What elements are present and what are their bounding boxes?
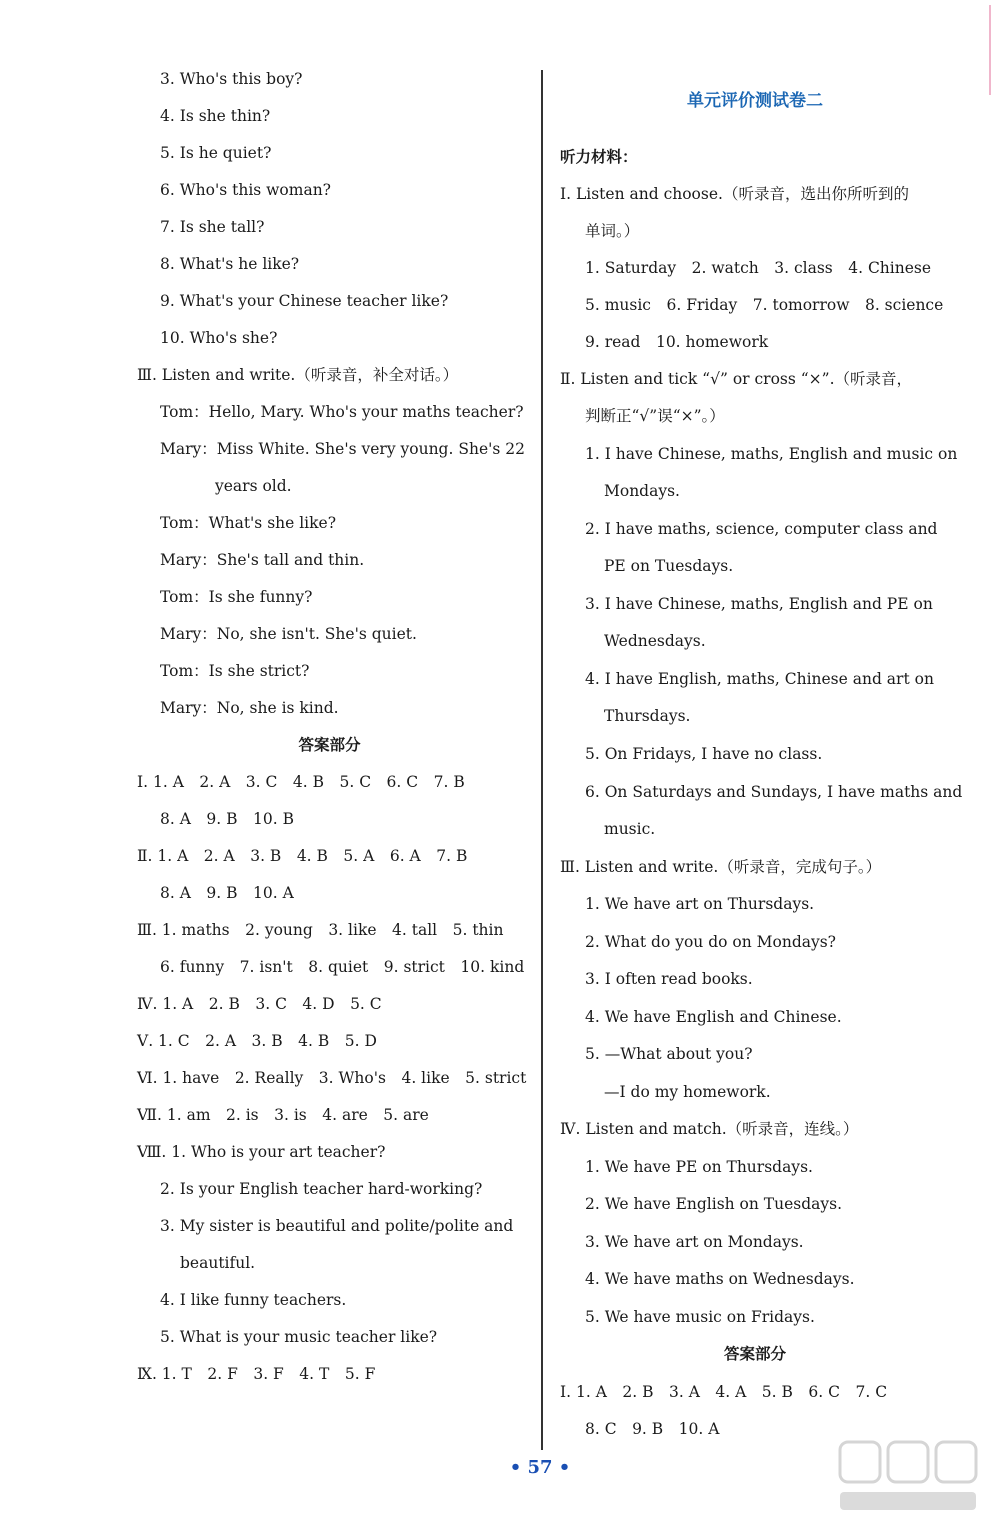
left-line: Ⅷ. 1. Who is your art teacher? — [137, 1143, 386, 1161]
left-line: Tom：What's she like? — [160, 514, 337, 532]
right-line: 1. We have art on Thursdays. — [585, 895, 815, 913]
left-line: 5. What is your music teacher like? — [160, 1328, 438, 1346]
right-line: 5. On Fridays, I have no class. — [585, 745, 823, 763]
right-line: 3. We have art on Mondays. — [585, 1233, 804, 1251]
right-line: Ⅰ. 1. A 2. B 3. A 4. A 5. B 6. C 7. C — [560, 1383, 888, 1401]
right-line: Ⅰ. Listen and choose.（听录音，选出你所听到的 — [560, 185, 909, 203]
left-line: Ⅶ. 1. am 2. is 3. is 4. are 5. are — [137, 1106, 429, 1124]
right-line: 2. We have English on Tuesdays. — [585, 1195, 843, 1213]
right-line: 2. What do you do on Mondays? — [585, 933, 836, 951]
right-line: 1. I have Chinese, maths, English and music on — [585, 445, 958, 463]
margin-mark — [989, 5, 991, 95]
left-line: 3. Who's this boy? — [160, 70, 303, 88]
section-title: 单元评价测试卷二 — [687, 91, 823, 111]
column-divider — [541, 70, 543, 1450]
left-line: 7. Is she tall? — [160, 218, 265, 236]
right-line: 听力材料： — [560, 147, 638, 166]
right-line: 9. read 10. homework — [585, 333, 769, 351]
right-line: 3. I have Chinese, maths, English and PE on — [585, 595, 933, 613]
right-line: PE on Tuesdays. — [604, 557, 734, 575]
left-line: 3. My sister is beautiful and polite/polite and — [160, 1217, 514, 1235]
page-number: • 57 • — [509, 1457, 571, 1478]
right-line: 4. We have English and Chinese. — [585, 1008, 842, 1026]
left-line: Mary：No, she isn't. She's quiet. — [160, 625, 417, 643]
left-line: Tom：Is she strict? — [160, 662, 310, 680]
right-line: Wednesdays. — [604, 632, 706, 650]
right-line: 2. I have maths, science, computer class and — [585, 520, 938, 538]
right-line: music. — [604, 820, 656, 838]
right-line: 1. Saturday 2. watch 3. class 4. Chinese — [585, 259, 932, 277]
left-line: Ⅳ. 1. A 2. B 3. C 4. D 5. C — [137, 995, 382, 1013]
left-line: 2. Is your English teacher hard-working? — [160, 1180, 483, 1198]
right-line: Ⅱ. Listen and tick “√” or cross “×”.（听录音， — [560, 370, 913, 388]
left-line: 6. funny 7. isn't 8. quiet 9. strict 10. kind — [160, 958, 525, 976]
right-line: 5. —What about you? — [585, 1045, 753, 1063]
left-line: Mary：Miss White. She's very young. She's 22 — [160, 440, 525, 458]
right-line: 5. music 6. Friday 7. tomorrow 8. science — [585, 296, 944, 314]
left-line: 6. Who's this woman? — [160, 181, 331, 199]
right-line: 5. We have music on Fridays. — [585, 1308, 815, 1326]
right-line: Ⅳ. Listen and match.（听录音，连线。） — [560, 1120, 859, 1138]
left-line: Ⅴ. 1. C 2. A 3. B 4. B 5. D — [137, 1032, 377, 1050]
right-line: 8. C 9. B 10. A — [585, 1420, 720, 1438]
right-line: 1. We have PE on Thursdays. — [585, 1158, 813, 1176]
left-line: years old. — [215, 477, 292, 495]
left-line: Ⅲ. Listen and write.（听录音，补全对话。） — [137, 366, 459, 384]
right-line: 4. We have maths on Wednesdays. — [585, 1270, 855, 1288]
left-line: 答案部分 — [298, 735, 361, 754]
left-line: Tom：Is she funny? — [160, 588, 313, 606]
left-line: 9. What's your Chinese teacher like? — [160, 292, 449, 310]
right-line: —I do my homework. — [604, 1083, 771, 1101]
right-line: 答案部分 — [723, 1344, 786, 1363]
left-line: 10. Who's she? — [160, 329, 278, 347]
right-line: 4. I have English, maths, Chinese and art on — [585, 670, 934, 688]
left-line: 8. A 9. B 10. A — [160, 884, 294, 902]
left-line: Tom：Hello, Mary. Who's your maths teacher? — [160, 403, 524, 421]
right-line: 判断正“√”误“×”。） — [585, 407, 725, 425]
left-line: Ⅰ. 1. A 2. A 3. C 4. B 5. C 6. C 7. B — [137, 773, 465, 791]
watermark-logo-icon — [836, 1436, 986, 1516]
left-line: Ⅲ. 1. maths 2. young 3. like 4. tall 5. thin — [137, 921, 504, 939]
left-line: 4. Is she thin? — [160, 107, 271, 125]
left-line: beautiful. — [180, 1254, 256, 1272]
left-line: 8. What's he like? — [160, 255, 300, 273]
left-line: Ⅱ. 1. A 2. A 3. B 4. B 5. A 6. A 7. B — [137, 847, 468, 865]
left-line: 5. Is he quiet? — [160, 144, 272, 162]
left-line: Ⅸ. 1. T 2. F 3. F 4. T 5. F — [137, 1365, 376, 1383]
left-line: Mary：She's tall and thin. — [160, 551, 365, 569]
right-line: Ⅲ. Listen and write.（听录音，完成句子。） — [560, 858, 882, 876]
right-line: 单词。） — [585, 222, 640, 240]
left-line: 8. A 9. B 10. B — [160, 810, 294, 828]
right-line: 3. I often read books. — [585, 970, 753, 988]
right-line: Thursdays. — [604, 707, 691, 725]
right-line: 6. On Saturdays and Sundays, I have maths and — [585, 783, 963, 801]
left-line: Ⅵ. 1. have 2. Really 3. Who's 4. like 5. strict — [137, 1069, 527, 1087]
left-line: Mary：No, she is kind. — [160, 699, 339, 717]
left-line: 4. I like funny teachers. — [160, 1291, 347, 1309]
right-line: Mondays. — [604, 482, 680, 500]
